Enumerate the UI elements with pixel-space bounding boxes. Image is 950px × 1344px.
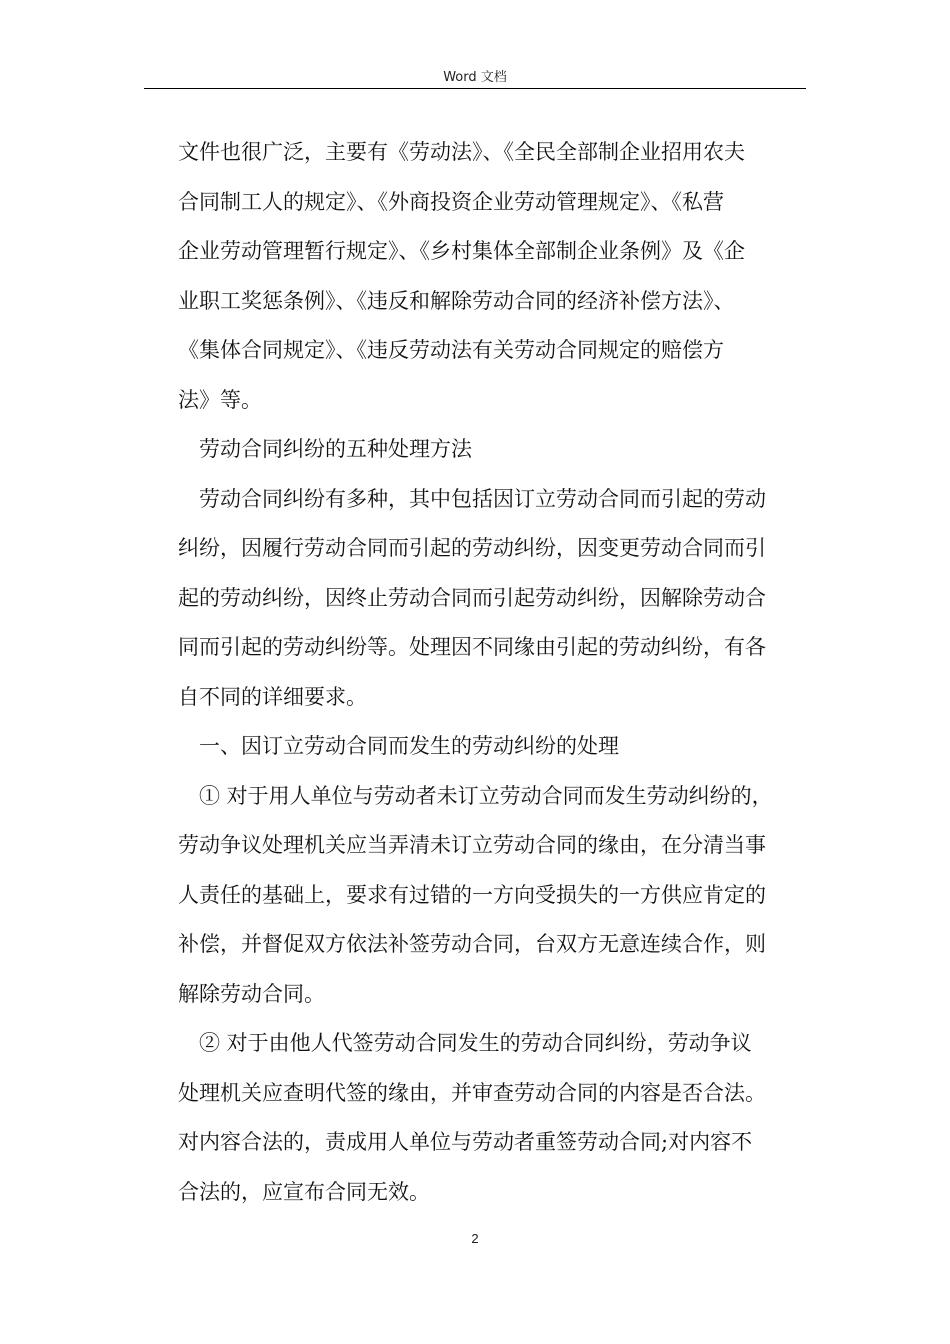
body-line: 《集体合同规定》、《违反劳动法有关劳动合同规定的赔偿方 [178,338,724,362]
body-line: 对内容合法的，责成用人单位与劳动者重签劳动合同;对内容不 [178,1130,753,1154]
body-line: 劳动合同纠纷有多种，其中包括因订立劳动合同而引起的劳动 [199,486,766,511]
body-line: 处理机关应查明代签的缘由，并审查劳动合同的内容是否合法。 [178,1080,766,1105]
body-line: ① 对于用人单位与劳动者未订立劳动合同而发生劳动纠纷的， [199,783,773,808]
body-line: 文件也很广泛，主要有《劳动法》、《全民全部制企业招用农夫 [178,140,745,164]
subsection-heading: 一、因订立劳动合同而发生的劳动纠纷的处理 [199,734,619,758]
page-number: 2 [471,1231,479,1246]
section-heading: 劳动合同纠纷的五种处理方法 [199,437,472,461]
body-line: 合同制工人的规定》、《外商投资企业劳动管理规定》、《私营 [178,189,724,214]
body-line: 起的劳动纠纷，因终止劳动合同而引起劳动纠纷，因解除劳动合 [178,585,766,610]
body-line: 解除劳动合同。 [178,981,325,1006]
body-line: 劳动争议处理机关应当弄清未订立劳动合同的缘由，在分清当事 [178,833,766,857]
body-line: 企业劳动管理暂行规定》、《乡村集体全部制企业条例》及《企 [178,239,745,263]
body-line: 法》等。 [178,387,262,412]
body-line: ② 对于由他人代签劳动合同发生的劳动合同纠纷，劳动争议 [199,1031,752,1055]
body-line: 纠纷，因履行劳动合同而引起的劳动纠纷，因变更劳动合同而引 [178,536,766,560]
document-body [178,128,810,1217]
page-header-title: Word 文档 [443,70,507,85]
header-divider [144,88,806,89]
body-line: 自不同的详细要求。 [178,684,367,709]
body-line: 业职工奖惩条例》、《违反和解除劳动合同的经济补偿方法》、 [178,288,735,313]
body-line: 同而引起的劳动纠纷等。处理因不同缘由引起的劳动纠纷，有各 [178,635,766,659]
body-line: 人责任的基础上，要求有过错的一方向受损失的一方供应肯定的 [178,882,766,907]
body-line: 补偿，并督促双方依法补签劳动合同，台双方无意连续合作，则 [178,932,766,956]
body-line: 合法的，应宣布合同无效。 [178,1179,430,1204]
